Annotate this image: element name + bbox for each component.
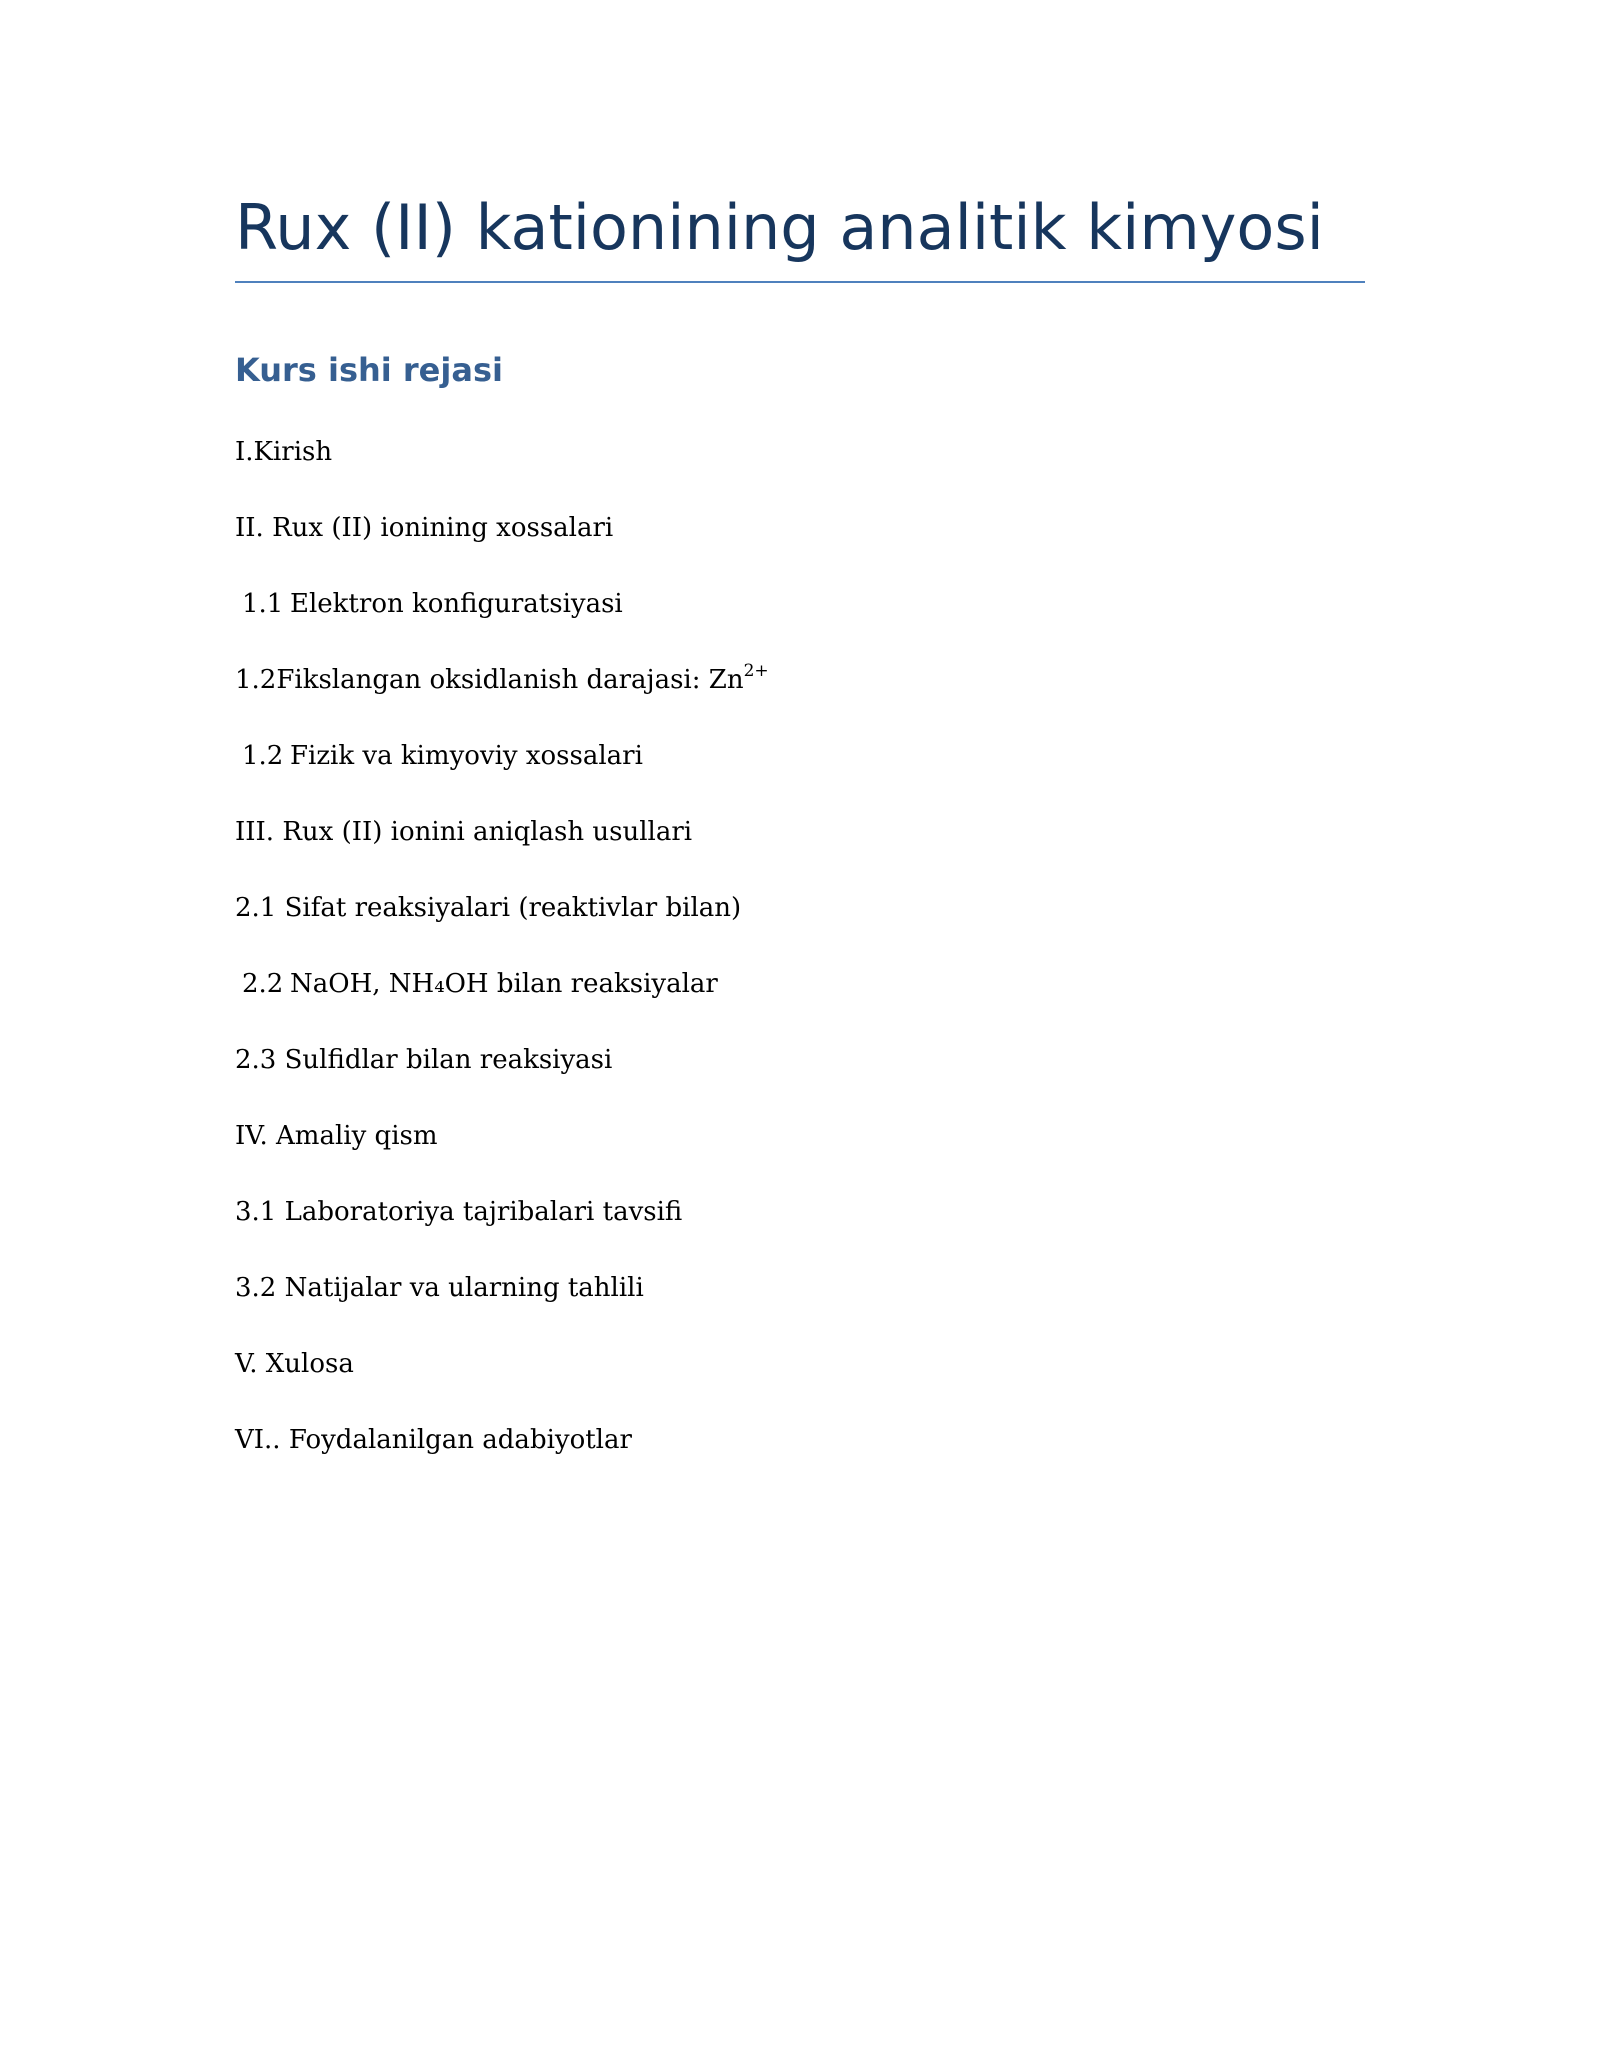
plan-item-number: 1.2 <box>242 741 284 771</box>
plan-item-text: Fizik va kimyoviy xossalari <box>290 741 643 771</box>
plan-item-text: 1.2Fikslangan oksidlanish darajasi: Zn <box>235 665 744 695</box>
plan-item-naoh-reactions <box>235 962 769 1038</box>
plan-item-text: 2.1 Sifat reaksiyalari (reaktivlar bilan) <box>235 893 742 923</box>
plan-item-text: 3.2 Natijalar va ularning tahlili <box>235 1273 644 1303</box>
plan-item-properties <box>235 506 769 582</box>
plan-item-references <box>235 1418 769 1494</box>
ion-charge-superscript: 2+ <box>743 661 769 681</box>
plan-item-text: Elektron konfiguratsiyasi <box>290 589 623 619</box>
plan-item-number: 2.2 <box>242 969 284 999</box>
plan-item-text: NaOH, NH₄OH bilan reaksiyalar <box>290 969 718 999</box>
plan-item-text: IV. Amaliy qism <box>235 1121 438 1151</box>
plan-heading: Kurs ishi rejasi <box>235 351 503 389</box>
document-title: Rux (II) kationining analitik kimyosi <box>235 191 1324 264</box>
plan-item-introduction <box>235 430 769 506</box>
plan-item-electron-configuration <box>235 582 769 658</box>
plan-item-qualitative-reactions <box>235 886 769 962</box>
plan-item-lab-experiments <box>235 1190 769 1266</box>
plan-item-sulfide-reaction <box>235 1038 769 1114</box>
plan-item-text: V. Xulosa <box>235 1349 354 1379</box>
plan-item-text: I.Kirish <box>235 437 333 467</box>
plan-item-conclusion <box>235 1342 769 1418</box>
plan-item-results-analysis <box>235 1266 769 1342</box>
plan-item-text: VI.. Foydalanilgan adabiyotlar <box>235 1425 632 1455</box>
plan-item-text: 2.3 Sulfidlar bilan reaksiyasi <box>235 1045 613 1075</box>
plan-item-practical-part <box>235 1114 769 1190</box>
plan-item-text: III. Rux (II) ionini aniqlash usullari <box>235 817 693 847</box>
plan-item-number: 1.1 <box>242 589 284 619</box>
plan-item-oxidation-state <box>235 658 769 734</box>
plan-item-text: 3.1 Laboratoriya tajribalari tavsifi <box>235 1197 683 1227</box>
course-plan-list <box>235 430 769 1494</box>
plan-item-text: II. Rux (II) ionining xossalari <box>235 513 614 543</box>
title-underline <box>235 281 1365 283</box>
plan-item-physical-chemical-properties <box>235 734 769 810</box>
plan-item-detection-methods <box>235 810 769 886</box>
